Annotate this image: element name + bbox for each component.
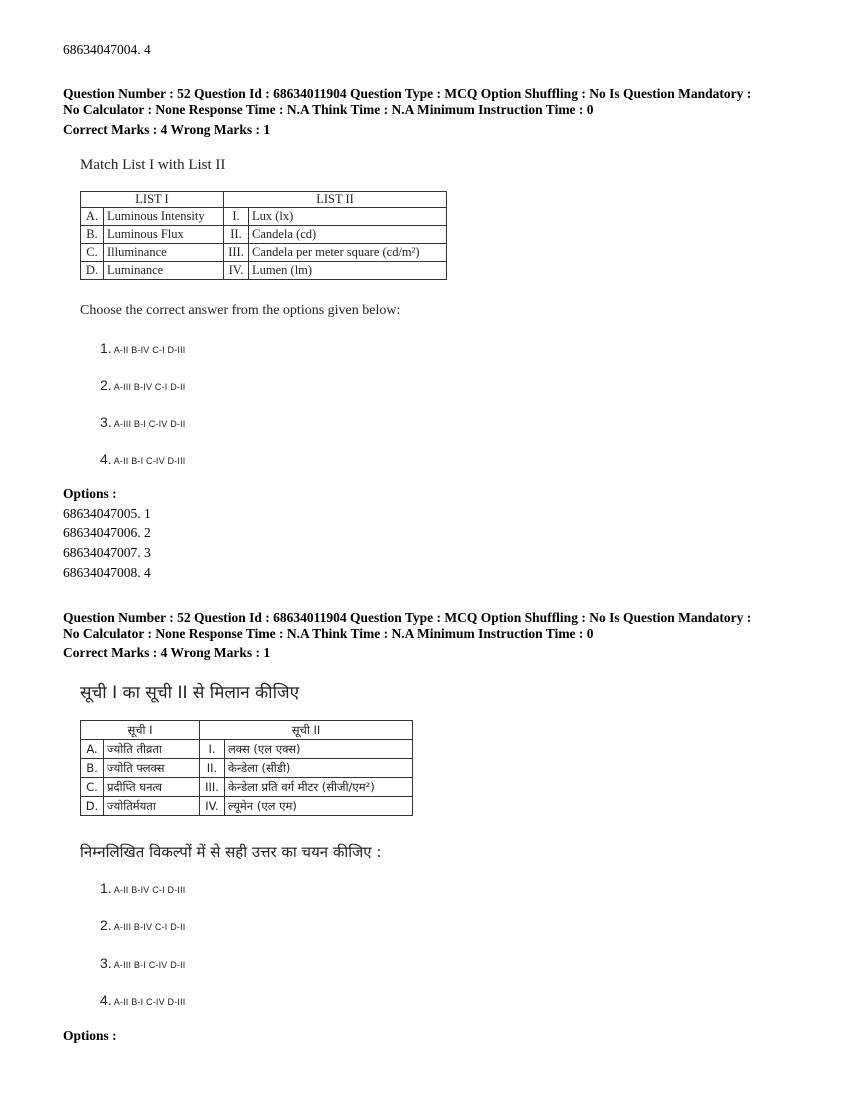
row-key: B. (81, 226, 104, 244)
row-roman: II. (224, 226, 249, 244)
option-text: A-III B-I C-IV D-II (113, 960, 186, 970)
table-row (81, 208, 447, 226)
list1-item: ज्योतिर्मयता (104, 797, 200, 816)
option-text: A-II B-IV C-I D-III (113, 345, 186, 355)
q2-option-3 (100, 955, 186, 973)
row-key: C. (81, 778, 104, 797)
row-roman: IV. (224, 262, 249, 280)
option-number: 3. (100, 414, 112, 430)
q2-list1-header: सूची I (81, 721, 200, 740)
row-key: D. (81, 797, 104, 816)
option-number: 2. (100, 917, 112, 933)
table-row (81, 759, 413, 778)
table-row (81, 740, 413, 759)
q2-options-label: Options : (63, 1028, 117, 1043)
list1-item: ज्योति तीव्रता (104, 740, 200, 759)
table-row (81, 226, 447, 244)
list2-item: Lumen (lm) (249, 262, 447, 280)
q2-match-table (80, 720, 413, 816)
option-number: 1. (100, 880, 112, 896)
row-roman: III. (200, 778, 225, 797)
row-key: D. (81, 262, 104, 280)
list1-item: ज्योति फ्लक्स (104, 759, 200, 778)
option-text: A-II B-I C-IV D-III (113, 997, 186, 1007)
row-key: C. (81, 244, 104, 262)
q1-title: Match List I with List II (80, 157, 226, 173)
q2-marks: Correct Marks : 4 Wrong Marks : 1 (63, 645, 271, 660)
q1-instruction: Choose the correct answer from the options given below: (80, 303, 401, 318)
q1-list1-header: LIST I (81, 192, 224, 208)
option-id: 68634047008. 4 (63, 565, 151, 580)
row-key: A. (81, 740, 104, 759)
row-roman: I. (224, 208, 249, 226)
option-number: 1. (100, 340, 112, 356)
option-id: 68634047007. 3 (63, 545, 151, 560)
option-number: 3. (100, 955, 112, 971)
q2-option-2 (100, 917, 186, 935)
option-text: A-II B-I C-IV D-III (113, 456, 186, 466)
list2-item: केन्डेला प्रति वर्ग मीटर (सीजी/एम²) (225, 778, 413, 797)
row-roman: III. (224, 244, 249, 262)
list2-item: Candela per meter square (cd/m²) (249, 244, 447, 262)
option-text: A-III B-IV C-I D-II (113, 922, 186, 932)
list1-item: Luminous Intensity (104, 208, 224, 226)
row-roman: IV. (200, 797, 225, 816)
option-text: A-III B-IV C-I D-II (113, 382, 186, 392)
row-roman: II. (200, 759, 225, 778)
q2-instruction: निम्नलिखित विकल्पों में से सही उत्तर का चयन कीजिए : (80, 843, 382, 861)
q1-option-1 (100, 340, 186, 358)
header-ref: 68634047004. 4 (63, 42, 151, 57)
option-text: A-II B-IV C-I D-III (113, 885, 186, 895)
list2-item: Candela (cd) (249, 226, 447, 244)
list1-item: Illuminance (104, 244, 224, 262)
list2-item: ल्यूमेन (एल एम) (225, 797, 413, 816)
q2-option-1 (100, 880, 186, 898)
table-row (81, 778, 413, 797)
option-number: 4. (100, 992, 112, 1008)
row-key: B. (81, 759, 104, 778)
table-row (81, 797, 413, 816)
q1-match-table (80, 191, 447, 280)
table-row (81, 262, 447, 280)
q1-option-3 (100, 414, 186, 432)
q1-options-label: Options : (63, 486, 117, 501)
q1-meta-line-1: Question Number : 52 Question Id : 68634011904 Question Type : MCQ Option Shuffling : No Is Question Mandatory : (63, 86, 752, 101)
option-id: 68634047005. 1 (63, 506, 151, 521)
q2-option-4 (100, 992, 186, 1010)
option-id: 68634047006. 2 (63, 525, 151, 540)
option-text: A-III B-I C-IV D-II (113, 419, 186, 429)
table-row (81, 244, 447, 262)
option-number: 2. (100, 377, 112, 393)
list2-item: लक्स (एल एक्स) (225, 740, 413, 759)
q1-option-2 (100, 377, 186, 395)
q2-list2-header: सूची II (200, 721, 413, 740)
q1-meta-line-2: No Calculator : None Response Time : N.A Think Time : N.A Minimum Instruction Time : 0 (63, 102, 594, 117)
row-roman: I. (200, 740, 225, 759)
list1-item: प्रदीप्ति घनत्व (104, 778, 200, 797)
option-number: 4. (100, 451, 112, 467)
q2-meta-line-1: Question Number : 52 Question Id : 68634011904 Question Type : MCQ Option Shuffling : No Is Question Mandatory : (63, 610, 752, 625)
q2-title: सूची I का सूची II से मिलान कीजिए (80, 683, 300, 703)
q1-marks: Correct Marks : 4 Wrong Marks : 1 (63, 122, 271, 137)
list1-item: Luminous Flux (104, 226, 224, 244)
row-key: A. (81, 208, 104, 226)
q1-option-4 (100, 451, 186, 469)
list2-item: केन्डेला (सीडी) (225, 759, 413, 778)
list2-item: Lux (lx) (249, 208, 447, 226)
q1-list2-header: LIST II (224, 192, 447, 208)
list1-item: Luminance (104, 262, 224, 280)
q2-meta-line-2: No Calculator : None Response Time : N.A Think Time : N.A Minimum Instruction Time : 0 (63, 626, 594, 641)
